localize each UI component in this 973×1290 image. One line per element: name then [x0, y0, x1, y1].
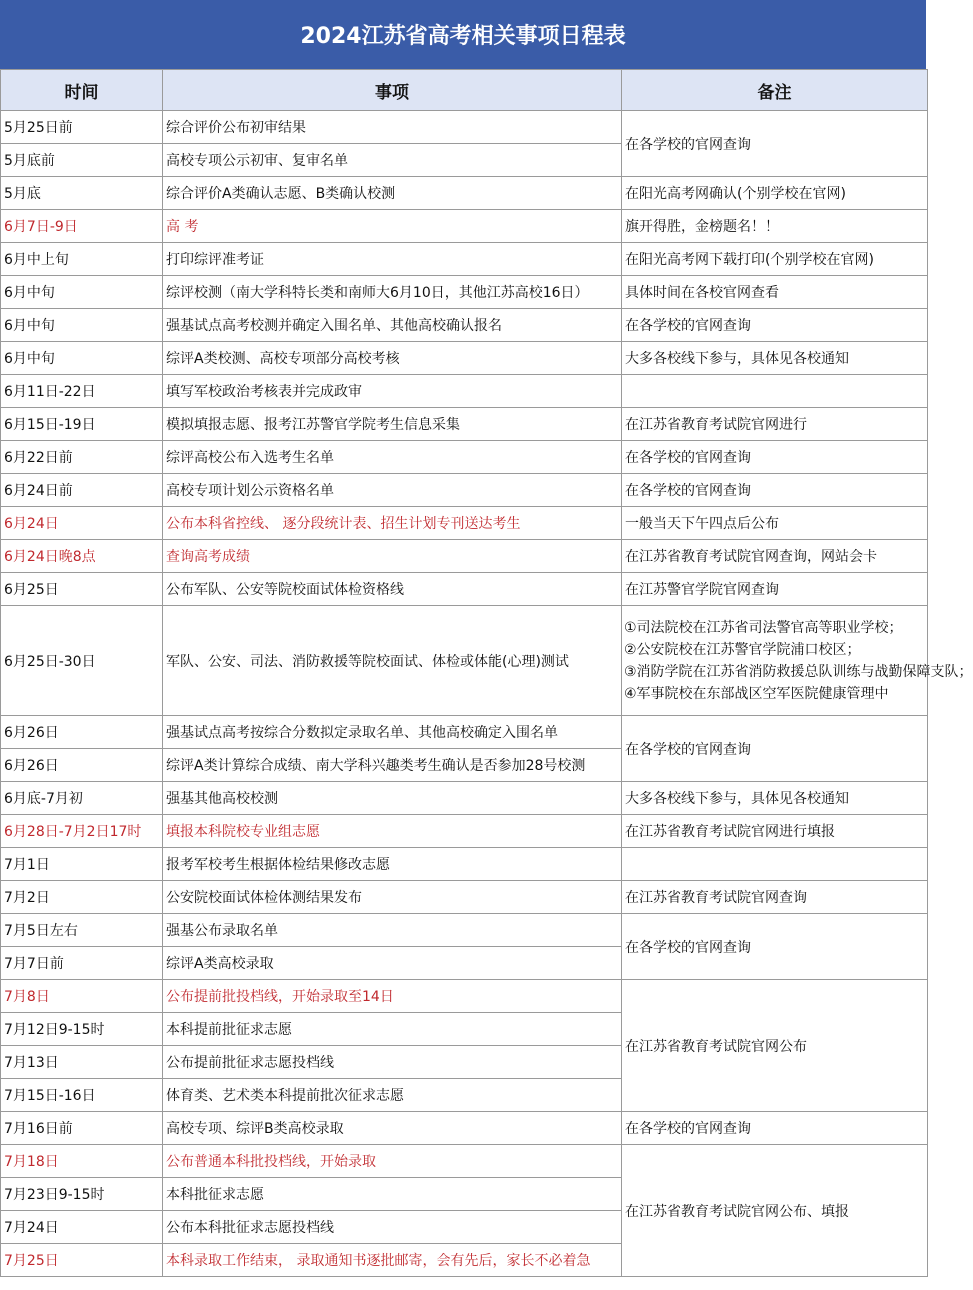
item-cell: 体育类、艺术类本科提前批次征求志愿: [163, 1079, 622, 1112]
table-row: [1, 914, 928, 947]
table-row: [1, 782, 928, 815]
time-cell: 7月12日9-15时: [1, 1013, 163, 1046]
item-cell: 公布普通本科批投档线，开始录取: [163, 1145, 622, 1178]
table-row: [1, 111, 928, 144]
note-cell: 在各学校的官网查询: [622, 716, 928, 782]
note-cell: 在江苏省教育考试院官网查询: [622, 881, 928, 914]
note-cell: 在江苏警官学院官网查询: [622, 573, 928, 606]
table-row: [1, 606, 928, 716]
note-cell: 在各学校的官网查询: [622, 309, 928, 342]
item-cell: 强基公布录取名单: [163, 914, 622, 947]
item-cell: 报考军校考生根据体检结果修改志愿: [163, 848, 622, 881]
schedule-body: [1, 111, 973, 1277]
note-cell: 在各学校的官网查询: [622, 111, 928, 177]
schedule-table: [0, 69, 973, 1277]
note-line: ④军事院校在东部战区空军医院健康管理中: [624, 685, 889, 702]
item-cell: 高校专项、综评B类高校录取: [163, 1112, 622, 1145]
time-cell: 6月底-7月初: [1, 782, 163, 815]
item-cell: 查询高考成绩: [163, 540, 622, 573]
item-cell: 强基试点高考按综合分数拟定录取名单、其他高校确定入围名单: [163, 716, 622, 749]
table-row: [1, 276, 928, 309]
note-cell: 在江苏省教育考试院官网公布: [622, 980, 928, 1112]
time-cell: 7月8日: [1, 980, 163, 1013]
time-cell: 6月中旬: [1, 342, 163, 375]
time-cell: 7月16日前: [1, 1112, 163, 1145]
note-cell: 在阳光高考网确认(个别学校在官网): [622, 177, 928, 210]
table-row: [1, 848, 928, 881]
time-cell: 7月13日: [1, 1046, 163, 1079]
table-row: [1, 540, 928, 573]
note-cell: 在江苏省教育考试院官网查询，网站会卡: [622, 540, 928, 573]
table-row: [1, 980, 928, 1013]
time-cell: 6月11日-22日: [1, 375, 163, 408]
item-cell: 综评A类校测、高校专项部分高校考核: [163, 342, 622, 375]
note-line: ③消防学院在江苏省消防救援总队训练与战勤保障支队；: [624, 663, 973, 680]
time-cell: 6月7日-9日: [1, 210, 163, 243]
item-cell: 填报本科院校专业组志愿: [163, 815, 622, 848]
note-cell: 在各学校的官网查询: [622, 914, 928, 980]
time-cell: 7月23日9-15时: [1, 1178, 163, 1211]
note-cell: 大多各校线下参与，具体见各校通知: [622, 342, 928, 375]
table-row: [1, 408, 928, 441]
note-cell: [622, 848, 928, 881]
time-cell: 6月25日: [1, 573, 163, 606]
time-cell: 6月24日前: [1, 474, 163, 507]
item-cell: 军队、公安、司法、消防救援等院校面试、体检或体能(心理)测试: [163, 606, 622, 716]
time-cell: 7月2日: [1, 881, 163, 914]
item-cell: 填写军校政治考核表并完成政审: [163, 375, 622, 408]
item-cell: 综合评价公布初审结果: [163, 111, 622, 144]
time-cell: 6月中旬: [1, 309, 163, 342]
item-cell: 本科批征求志愿: [163, 1178, 622, 1211]
time-cell: 6月22日前: [1, 441, 163, 474]
table-row: [1, 716, 928, 749]
item-cell: 强基试点高考校测并确定入围名单、其他高校确认报名: [163, 309, 622, 342]
item-cell: 公布本科批征求志愿投档线: [163, 1211, 622, 1244]
item-cell: 强基其他高校校测: [163, 782, 622, 815]
time-cell: 7月25日: [1, 1244, 163, 1277]
table-row: [1, 375, 928, 408]
time-cell: 6月26日: [1, 716, 163, 749]
note-cell: 在阳光高考网下载打印(个别学校在官网): [622, 243, 928, 276]
item-cell: 本科提前批征求志愿: [163, 1013, 622, 1046]
table-row: [1, 881, 928, 914]
time-cell: 6月26日: [1, 749, 163, 782]
time-cell: 7月15日-16日: [1, 1079, 163, 1112]
time-cell: 5月底: [1, 177, 163, 210]
table-row: [1, 573, 928, 606]
time-cell: 6月中旬: [1, 276, 163, 309]
table-row: [1, 309, 928, 342]
table-row: [1, 1112, 928, 1145]
item-cell: 综评A类高校录取: [163, 947, 622, 980]
header-note: 备注: [622, 70, 928, 111]
page-title: 2024江苏省高考相关事项日程表: [0, 0, 926, 69]
item-cell: 公布军队、公安等院校面试体检资格线: [163, 573, 622, 606]
item-cell: 综评A类计算综合成绩、南大学科兴趣类考生确认是否参加28号校测: [163, 749, 622, 782]
item-cell: 综评高校公布入选考生名单: [163, 441, 622, 474]
table-row: [1, 177, 928, 210]
item-cell: 高校专项公示初审、复审名单: [163, 144, 622, 177]
table-row: [1, 815, 928, 848]
time-cell: 7月7日前: [1, 947, 163, 980]
item-cell: 综合评价A类确认志愿、B类确认校测: [163, 177, 622, 210]
item-cell: 公布提前批投档线，开始录取至14日: [163, 980, 622, 1013]
note-line: ①司法院校在江苏省司法警官高等职业学校；: [624, 619, 903, 636]
time-cell: 7月1日: [1, 848, 163, 881]
item-cell: 本科录取工作结束， 录取通知书逐批邮寄，会有先后，家长不必着急: [163, 1244, 622, 1277]
time-cell: 6月中上旬: [1, 243, 163, 276]
table-row: [1, 474, 928, 507]
table-row: [1, 210, 928, 243]
item-cell: 高 考: [163, 210, 622, 243]
time-cell: 7月18日: [1, 1145, 163, 1178]
note-line: ②公安院校在江苏警官学院浦口校区；: [624, 641, 861, 658]
header-time: 时间: [1, 70, 163, 111]
table-row: [1, 1145, 928, 1178]
table-row: [1, 342, 928, 375]
note-cell: 在各学校的官网查询: [622, 441, 928, 474]
time-cell: 7月5日左右: [1, 914, 163, 947]
time-cell: 5月底前: [1, 144, 163, 177]
table-row: [1, 243, 928, 276]
table-row: [1, 507, 928, 540]
item-cell: 综评校测（南大学科特长类和南师大6月10日，其他江苏高校16日）: [163, 276, 622, 309]
item-cell: 公布本科省控线、 逐分段统计表、招生计划专刊送达考生: [163, 507, 622, 540]
note-cell: 在各学校的官网查询: [622, 474, 928, 507]
note-cell: 大多各校线下参与，具体见各校通知: [622, 782, 928, 815]
time-cell: 5月25日前: [1, 111, 163, 144]
item-cell: 模拟填报志愿、报考江苏警官学院考生信息采集: [163, 408, 622, 441]
time-cell: 6月25日-30日: [1, 606, 163, 716]
note-cell: 在江苏省教育考试院官网进行: [622, 408, 928, 441]
note-cell: [622, 606, 973, 716]
note-cell: 旗开得胜，金榜题名！！: [622, 210, 928, 243]
note-cell: 在江苏省教育考试院官网公布、填报: [622, 1145, 928, 1277]
item-cell: 打印综评准考证: [163, 243, 622, 276]
time-cell: 6月15日-19日: [1, 408, 163, 441]
table-row: [1, 441, 928, 474]
item-cell: 公安院校面试体检体测结果发布: [163, 881, 622, 914]
note-cell: 具体时间在各校官网查看: [622, 276, 928, 309]
time-cell: 6月24日: [1, 507, 163, 540]
time-cell: 6月28日-7月2日17时: [1, 815, 163, 848]
item-cell: 公布提前批征求志愿投档线: [163, 1046, 622, 1079]
note-cell: 一般当天下午四点后公布: [622, 507, 928, 540]
item-cell: 高校专项计划公示资格名单: [163, 474, 622, 507]
header-row: [1, 70, 928, 111]
note-cell: [622, 375, 928, 408]
header-item: 事项: [163, 70, 622, 111]
time-cell: 6月24日晚8点: [1, 540, 163, 573]
note-cell: 在各学校的官网查询: [622, 1112, 928, 1145]
time-cell: 7月24日: [1, 1211, 163, 1244]
note-cell: 在江苏省教育考试院官网进行填报: [622, 815, 928, 848]
